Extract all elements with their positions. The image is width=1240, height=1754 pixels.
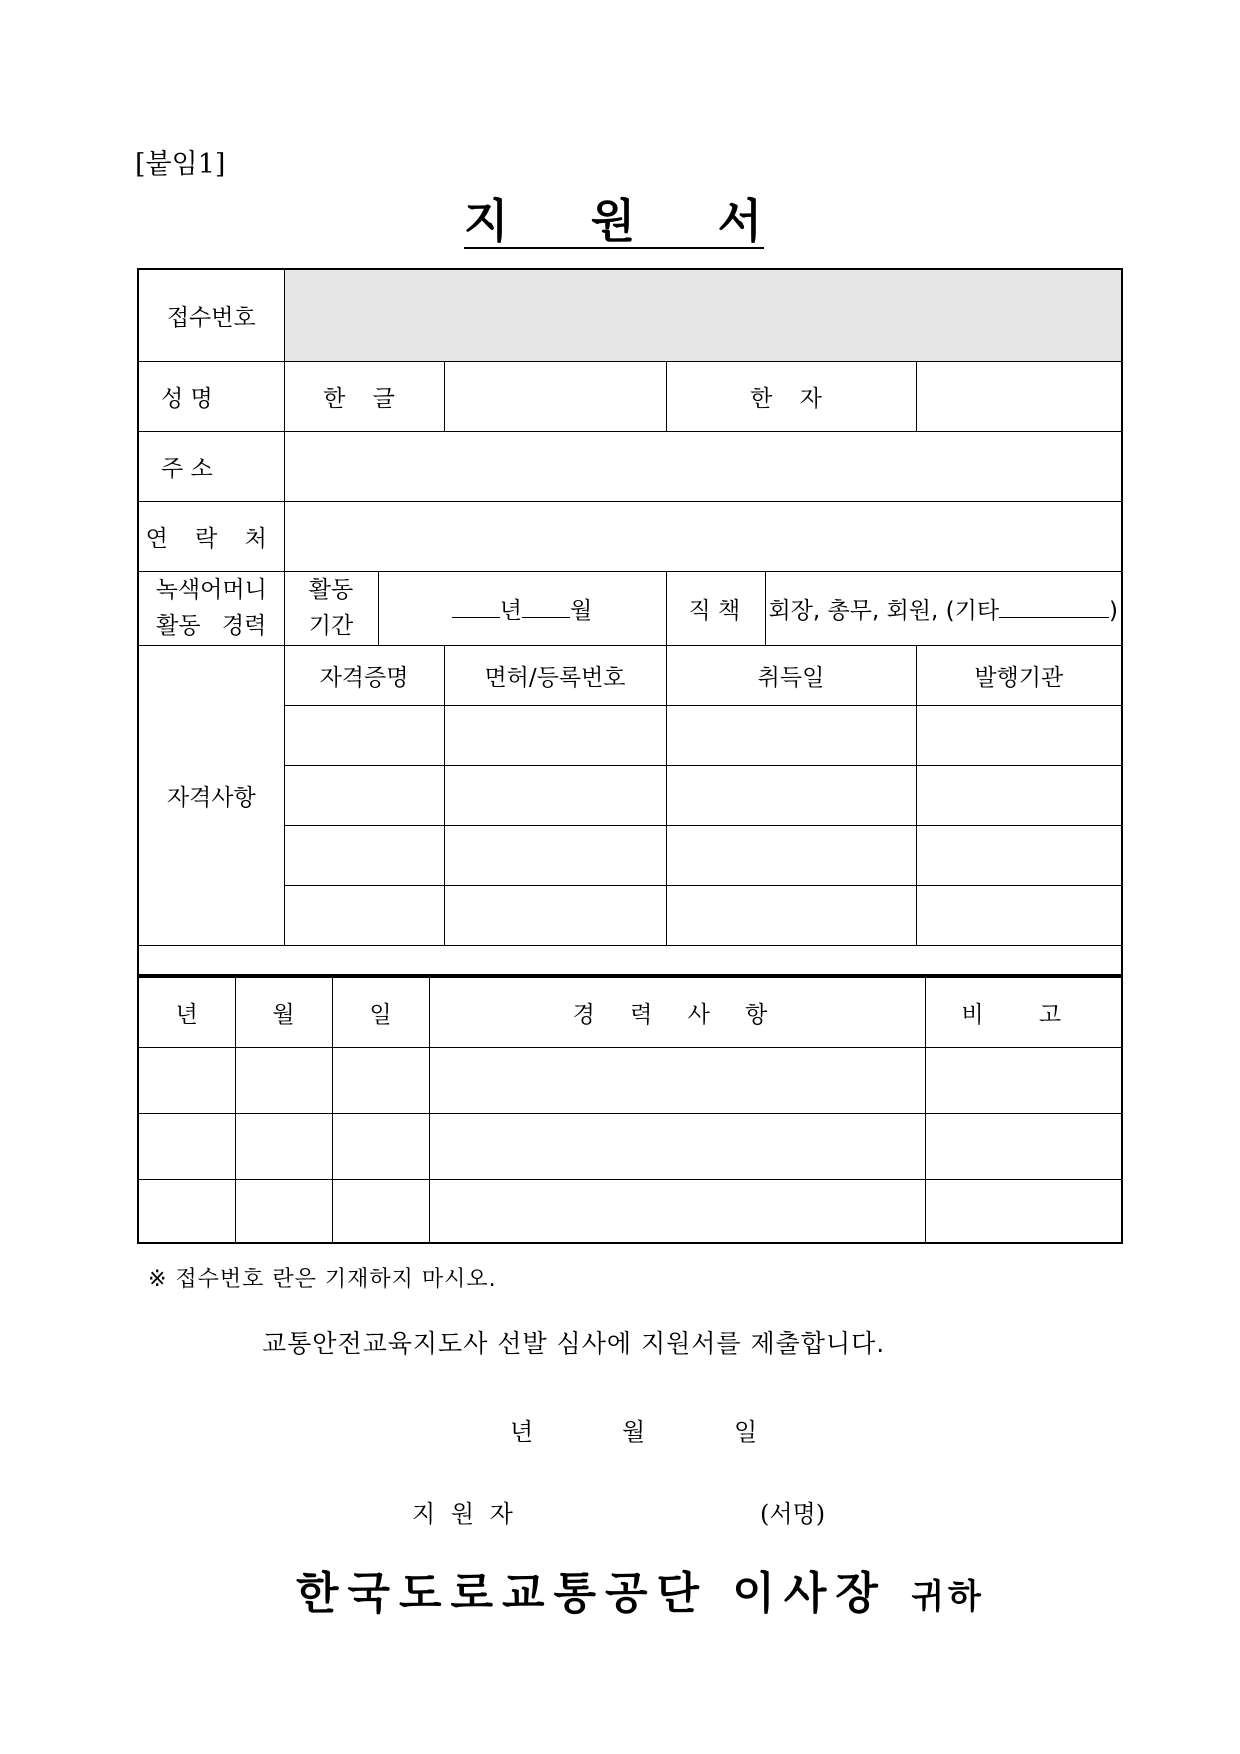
qual-header-issuer: 발행기관 [916, 645, 1122, 705]
period-field[interactable]: 년 월 [378, 571, 666, 645]
history-cell[interactable] [332, 1179, 429, 1243]
name-label: 성 명 [138, 361, 284, 431]
history-cell[interactable] [925, 1179, 1122, 1243]
qual-header-license: 면허/등록번호 [444, 645, 666, 705]
career-history-table [137, 976, 1123, 1244]
hangul-name-field[interactable] [444, 361, 666, 431]
history-cell[interactable] [235, 1113, 332, 1179]
qual-cell[interactable] [444, 705, 666, 765]
qual-cell[interactable] [666, 705, 916, 765]
qual-cell[interactable] [916, 885, 1122, 945]
title-char: 원 [590, 194, 638, 248]
position-label: 직 책 [666, 571, 765, 645]
qual-cell[interactable] [916, 825, 1122, 885]
date-year-label: 년 [510, 1418, 534, 1446]
address-field[interactable] [284, 431, 1122, 501]
history-cell[interactable] [332, 1113, 429, 1179]
history-header-month: 월 [235, 977, 332, 1047]
qual-cell[interactable] [916, 765, 1122, 825]
qual-cell[interactable] [666, 825, 916, 885]
qual-header-name: 자격증명 [284, 645, 444, 705]
qualification-label: 자격사항 [138, 645, 284, 945]
history-header-day: 일 [332, 977, 429, 1047]
history-cell[interactable] [332, 1047, 429, 1113]
history-cell[interactable] [138, 1179, 235, 1243]
page-title [464, 195, 764, 249]
contact-label: 연 락 처 [138, 501, 284, 571]
qual-header-date: 취득일 [666, 645, 916, 705]
title-char: 서 [717, 194, 764, 248]
contact-field[interactable] [284, 501, 1122, 571]
date-day-label: 일 [734, 1418, 758, 1446]
application-form-table [137, 268, 1123, 976]
receipt-number-field [284, 269, 1122, 361]
history-cell[interactable] [925, 1047, 1122, 1113]
title-char: 지 [464, 194, 511, 248]
history-cell[interactable] [235, 1047, 332, 1113]
receipt-note: ※ 접수번호 란은 기재하지 마시오. [148, 1267, 497, 1292]
history-cell[interactable] [429, 1179, 925, 1243]
address-label: 주 소 [138, 431, 284, 501]
attachment-label: [붙임1] [135, 149, 226, 180]
qual-cell[interactable] [284, 705, 444, 765]
spacer-row [138, 945, 1122, 975]
hangul-label: 한 글 [284, 361, 444, 431]
recipient: 한국도로교통공단 이사장 귀하 [296, 1568, 985, 1619]
submission-statement: 교통안전교육지도사 선발 심사에 지원서를 제출합니다. [262, 1329, 886, 1358]
history-cell[interactable] [429, 1113, 925, 1179]
history-cell[interactable] [138, 1113, 235, 1179]
history-header-career: 경 력 사 항 [429, 977, 925, 1047]
qual-cell[interactable] [284, 825, 444, 885]
history-cell[interactable] [138, 1047, 235, 1113]
history-header-year: 년 [138, 977, 235, 1047]
history-cell[interactable] [925, 1113, 1122, 1179]
qual-cell[interactable] [666, 765, 916, 825]
qual-cell[interactable] [284, 765, 444, 825]
applicant-label: 지 원 자 [412, 1500, 517, 1528]
qual-cell[interactable] [666, 885, 916, 945]
period-label: 활동 기간 [284, 571, 378, 645]
history-cell[interactable] [429, 1047, 925, 1113]
qual-cell[interactable] [916, 705, 1122, 765]
position-field[interactable]: 회장, 총무, 회원, (기타 ) [765, 571, 1122, 645]
hanja-name-field[interactable] [916, 361, 1122, 431]
qual-cell[interactable] [444, 885, 666, 945]
history-cell[interactable] [235, 1179, 332, 1243]
signature-label: (서명) [760, 1500, 826, 1528]
hanja-label: 한 자 [666, 361, 916, 431]
qual-cell[interactable] [444, 825, 666, 885]
qual-cell[interactable] [284, 885, 444, 945]
date-month-label: 월 [622, 1418, 646, 1446]
qual-cell[interactable] [444, 765, 666, 825]
history-header-remarks: 비 고 [925, 977, 1122, 1047]
receipt-number-label: 접수번호 [138, 269, 284, 361]
career-label: 녹색어머니 활동 경력 [138, 571, 284, 645]
